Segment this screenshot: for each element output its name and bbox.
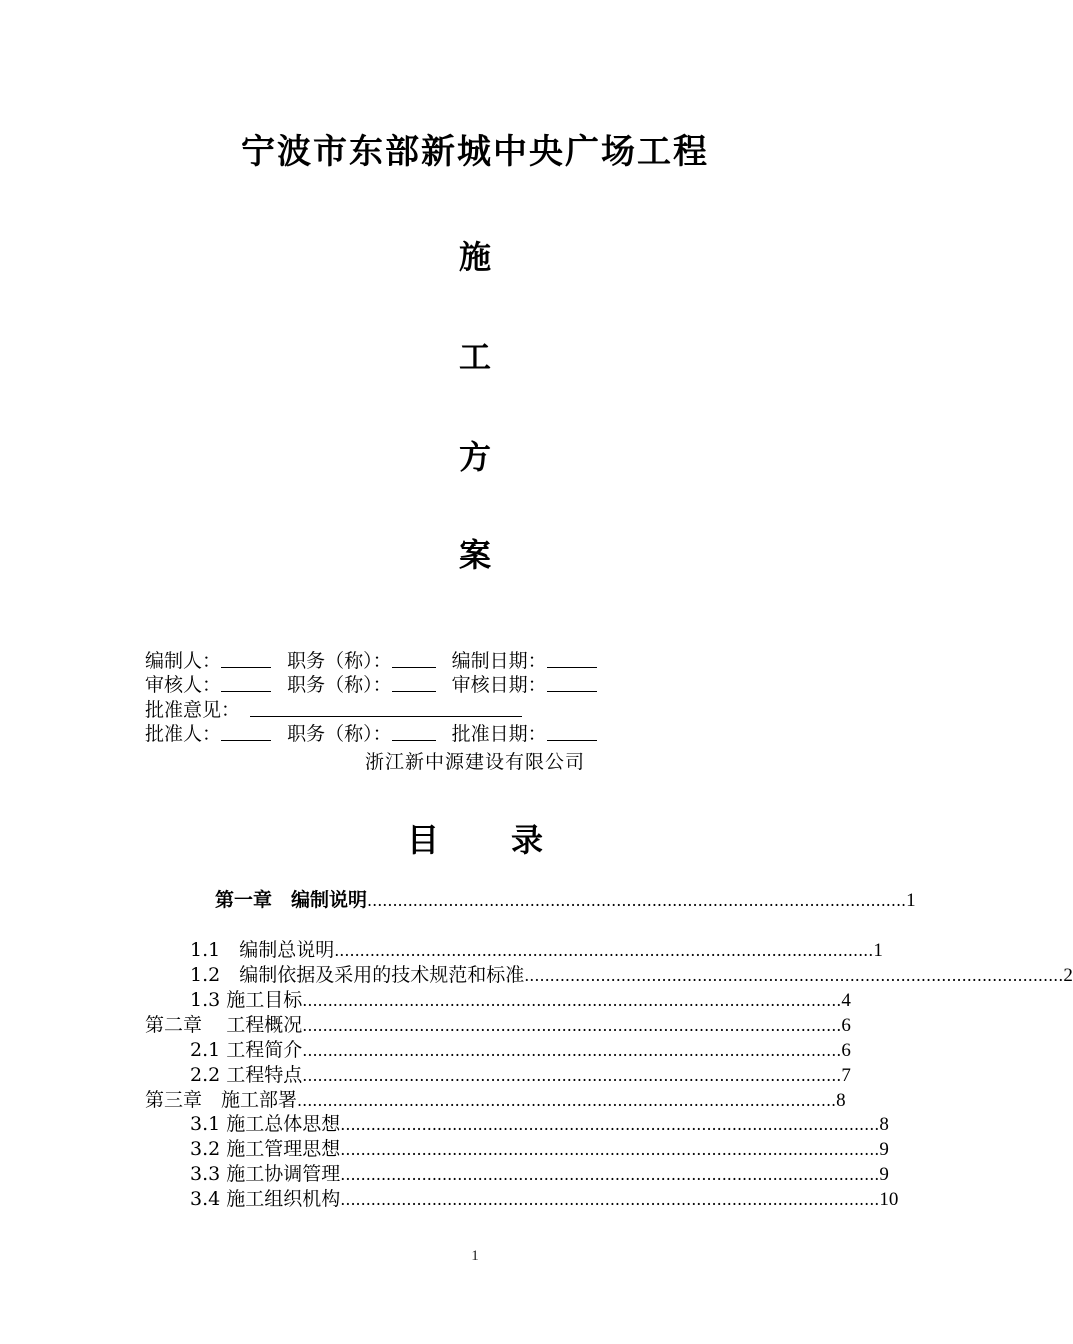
title-char-4: 案 (458, 536, 491, 574)
reviewer-title-label: 职务（称）： (287, 674, 392, 696)
toc-entry-page: 6 (841, 1040, 851, 1061)
approve-date-label: 批准日期： (451, 723, 547, 745)
toc-leader-dots: .......................................................................................................... (334, 941, 874, 960)
toc-entry-label: 3.1 施工总体思想 (190, 1113, 341, 1135)
toc-entry-label: 3.4 施工组织机构 (190, 1188, 341, 1210)
toc-leader-dots: .......................................................................................................... (367, 891, 907, 910)
toc-entry[interactable] (190, 1112, 889, 1137)
signoff-row-preparer (145, 648, 607, 674)
title-char-2: 工 (458, 338, 491, 376)
title-char-3: 方 (458, 438, 491, 476)
page-number: 1 (471, 1248, 479, 1264)
toc-entry[interactable] (190, 1187, 899, 1212)
toc-entry-page: 7 (841, 1065, 851, 1086)
toc-heading-char-2: 录 (511, 821, 544, 859)
toc-entry-page: 6 (841, 1015, 851, 1036)
reviewer-label: 审核人： (145, 674, 222, 696)
preparer-blank[interactable] (221, 648, 271, 668)
toc-leader-dots: .......................................................................................................... (297, 1091, 837, 1110)
approval-opinion-blank[interactable] (250, 697, 522, 717)
reviewer-blank[interactable] (221, 672, 271, 692)
prepare-date-blank[interactable] (547, 648, 597, 668)
toc-entry-label: 2.1 工程简介 (190, 1039, 303, 1061)
toc-leader-dots: .......................................................................................................... (302, 991, 842, 1010)
toc-heading-char-1: 目 (406, 821, 439, 859)
toc-entry-page: 9 (879, 1139, 889, 1160)
toc-leader-dots: .......................................................................................................... (302, 1041, 842, 1060)
prepare-date-label: 编制日期： (451, 650, 547, 672)
toc-entry[interactable] (145, 1088, 846, 1113)
toc-leader-dots: .......................................................................................................... (340, 1165, 880, 1184)
toc-entry-label: 第三章 施工部署 (145, 1090, 298, 1111)
review-date-label: 审核日期： (451, 674, 547, 696)
toc-entry[interactable] (190, 1137, 889, 1162)
toc-entry-page: 2 (1063, 965, 1073, 986)
reviewer-title-blank[interactable] (392, 672, 436, 692)
toc-entry[interactable] (190, 963, 1073, 988)
toc-entry[interactable] (215, 888, 916, 913)
toc-leader-dots: .......................................................................................................... (524, 966, 1064, 985)
toc-leader-dots: .......................................................................................................... (340, 1140, 880, 1159)
toc-heading (0, 815, 950, 861)
toc-leader-dots: .......................................................................................................... (302, 1016, 842, 1035)
company-name: 浙江新中源建设有限公司 (364, 751, 585, 773)
preparer-title-label: 职务（称）： (287, 650, 392, 672)
review-date-blank[interactable] (547, 672, 597, 692)
toc-entry-label: 3.3 施工协调管理 (190, 1163, 341, 1185)
toc-entry-label: 1.3 施工目标 (190, 989, 303, 1011)
toc-entry-page: 4 (841, 990, 851, 1011)
title-char-1: 施 (458, 238, 491, 276)
toc-entry-page: 1 (873, 940, 883, 961)
toc-entry[interactable] (190, 1038, 851, 1063)
signoff-row-reviewer (145, 672, 607, 698)
approver-title-blank[interactable] (392, 721, 436, 741)
toc-entry-label: 1.1 编制总说明 (190, 939, 335, 961)
approver-label: 批准人： (145, 723, 222, 745)
toc-entry[interactable] (190, 1063, 851, 1088)
toc-leader-dots: .......................................................................................................... (340, 1190, 880, 1209)
document-title: 宁波市东部新城中央广场工程 (241, 132, 709, 172)
toc-entry-page: 10 (879, 1189, 899, 1210)
toc-entry-label: 1.2 编制依据及采用的技术规范和标准 (190, 964, 525, 986)
preparer-title-blank[interactable] (392, 648, 436, 668)
preparer-label: 编制人： (145, 650, 222, 672)
toc-leader-dots: .......................................................................................................... (340, 1115, 880, 1134)
toc-entry[interactable] (145, 1013, 851, 1038)
toc-entry-page: 8 (879, 1114, 889, 1135)
toc-entry[interactable] (190, 938, 883, 963)
toc-leader-dots: .......................................................................................................... (302, 1066, 842, 1085)
approval-opinion-label: 批准意见： (145, 699, 241, 721)
toc-entry-label: 第二章 工程概况 (145, 1015, 303, 1036)
signoff-row-approval-opinion (145, 697, 532, 723)
approve-date-blank[interactable] (547, 721, 597, 741)
signoff-row-approver (145, 721, 607, 747)
toc-entry-label: 3.2 施工管理思想 (190, 1138, 341, 1160)
toc-entry[interactable] (190, 1162, 889, 1187)
toc-entry-page: 9 (879, 1164, 889, 1185)
toc-entry-label: 第一章 编制说明 (215, 890, 368, 911)
toc-entry-label: 2.2 工程特点 (190, 1064, 303, 1086)
approver-blank[interactable] (221, 721, 271, 741)
toc-entry-page: 8 (836, 1090, 846, 1111)
toc-entry[interactable] (190, 988, 851, 1013)
approver-title-label: 职务（称）： (287, 723, 392, 745)
toc-entry-page: 1 (906, 890, 916, 911)
